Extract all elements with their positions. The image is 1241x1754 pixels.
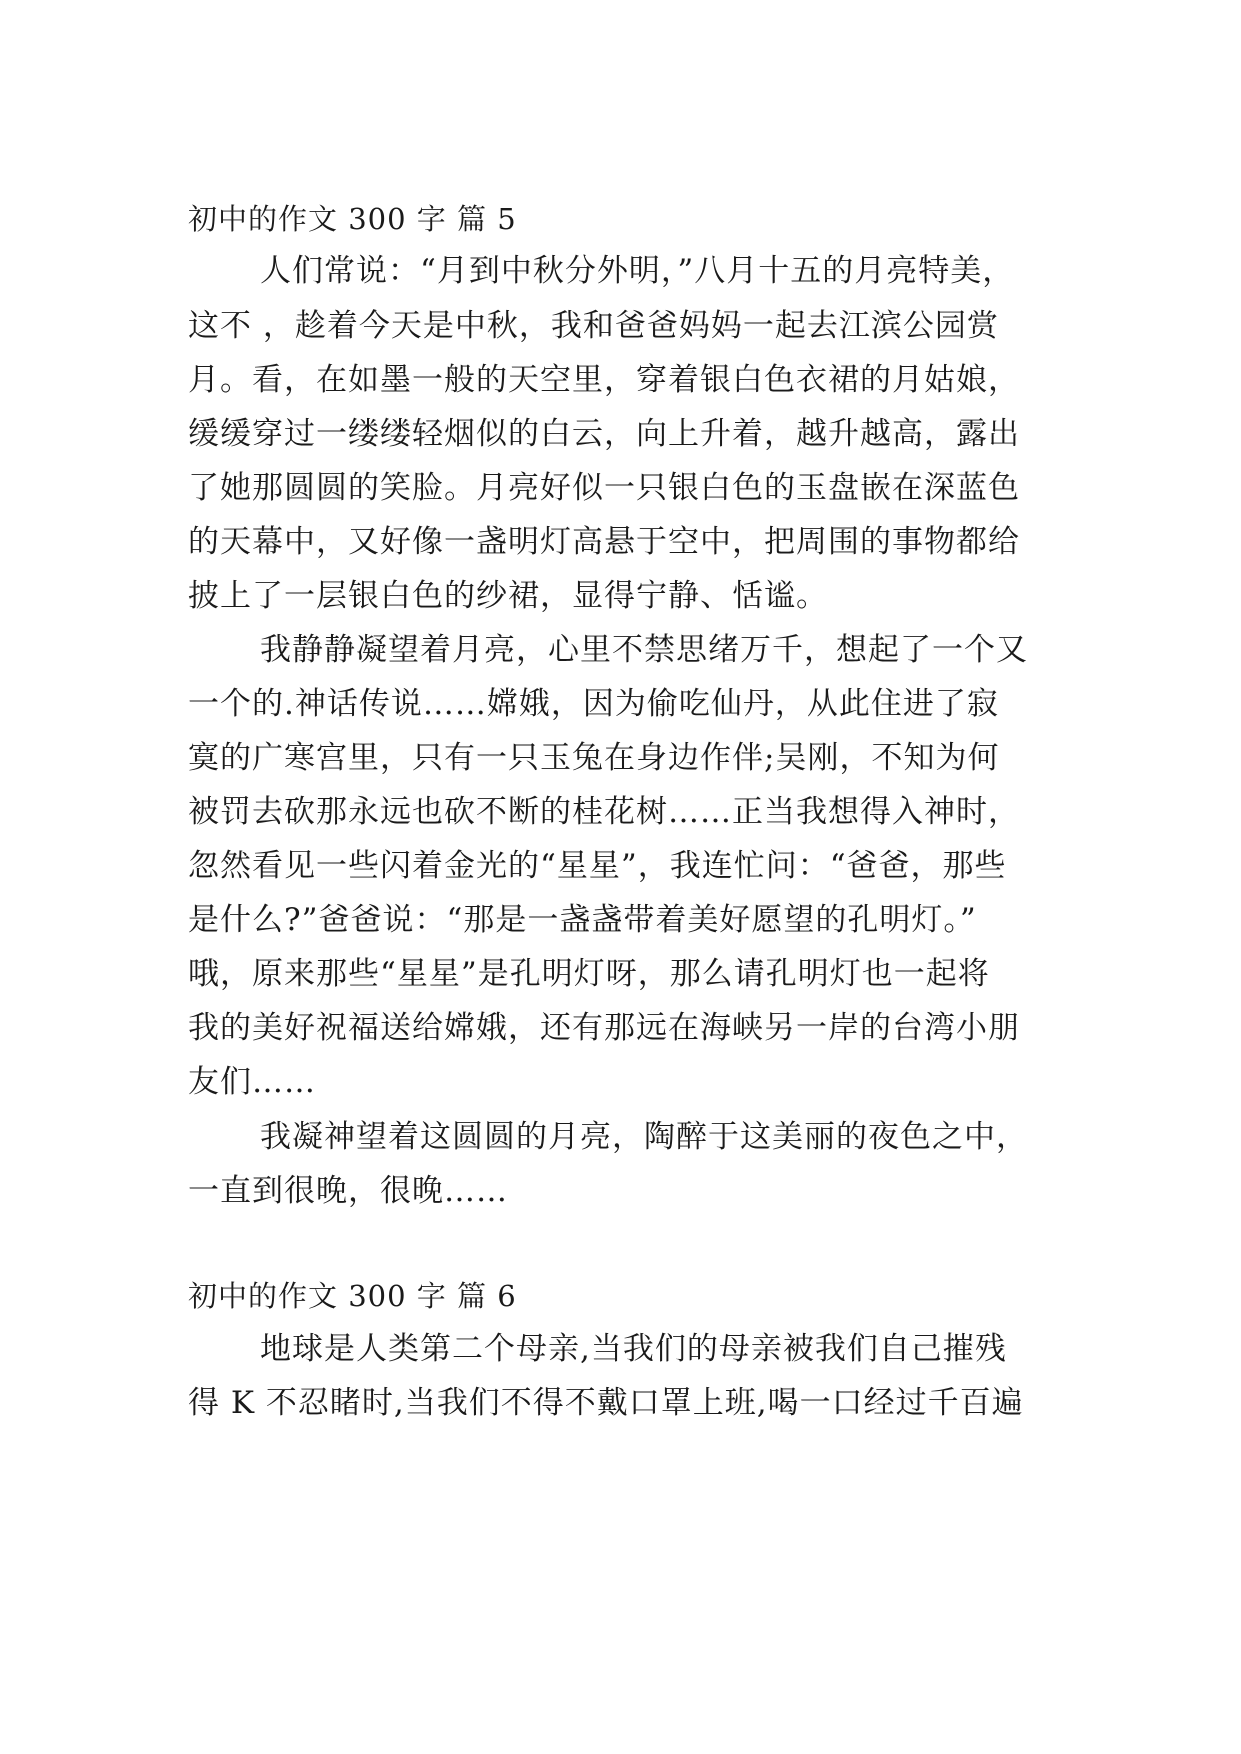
- section-heading: 初中的作文 300 字 篇 5: [188, 202, 517, 236]
- paragraph-line: 得 K 不忍睹时,当我们不得不戴口罩上班,喝一口经过千百遍: [188, 1385, 1024, 1421]
- paragraph-line: 我的美好祝福送给嫦娥，还有那远在海峡另一岸的台湾小朋: [188, 1010, 1020, 1046]
- section-heading: 初中的作文 300 字 篇 6: [188, 1279, 517, 1313]
- paragraph-line: 地球是人类第二个母亲,当我们的母亲被我们自己摧残: [260, 1331, 1007, 1367]
- paragraph-line: 这不 ，趁着今天是中秋，我和爸爸妈妈一起去江滨公园赏: [188, 308, 999, 344]
- paragraph-line: 寞的广寒宫里，只有一只玉兔在身边作伴;吴刚，不知为何: [188, 740, 1000, 776]
- paragraph-line: 忽然看见一些闪着金光的“星星”，我连忙问：“爸爸，那些: [188, 848, 1007, 884]
- paragraph-line: 人们常说：“月到中秋分外明，”八月十五的月亮特美，: [260, 253, 1015, 289]
- paragraph-line: 的天幕中，又好像一盏明灯高悬于空中，把周围的事物都给: [188, 524, 1020, 560]
- paragraph-line: 月。看，在如墨一般的天空里，穿着银白色衣裙的月姑娘，: [188, 362, 1020, 398]
- paragraph-line: 了她那圆圆的笑脸。月亮好似一只银白色的玉盘嵌在深蓝色: [188, 470, 1020, 506]
- paragraph-line: 被罚去砍那永远也砍不断的桂花树……正当我想得入神时，: [188, 794, 1020, 830]
- paragraph-line: 披上了一层银白色的纱裙，显得宁静、恬谧。: [188, 578, 828, 614]
- paragraph-line: 友们……: [188, 1064, 316, 1100]
- paragraph-line: 是什么?”爸爸说：“那是一盏盏带着美好愿望的孔明灯。”: [188, 902, 977, 938]
- paragraph-line: 一直到很晚，很晚……: [188, 1173, 508, 1209]
- paragraph-line: 缓缓穿过一缕缕轻烟似的白云，向上升着，越升越高，露出: [188, 416, 1020, 452]
- paragraph-line: 一个的.神话传说……嫦娥，因为偷吃仙丹，从此住进了寂: [188, 686, 999, 722]
- paragraph-line: 我凝神望着这圆圆的月亮，陶醉于这美丽的夜色之中，: [260, 1119, 1028, 1155]
- paragraph-line: 哦，原来那些“星星”是孔明灯呀，那么请孔明灯也一起将: [188, 956, 990, 992]
- paragraph-line: 我静静凝望着月亮，心里不禁思绪万千，想起了一个又: [260, 632, 1028, 668]
